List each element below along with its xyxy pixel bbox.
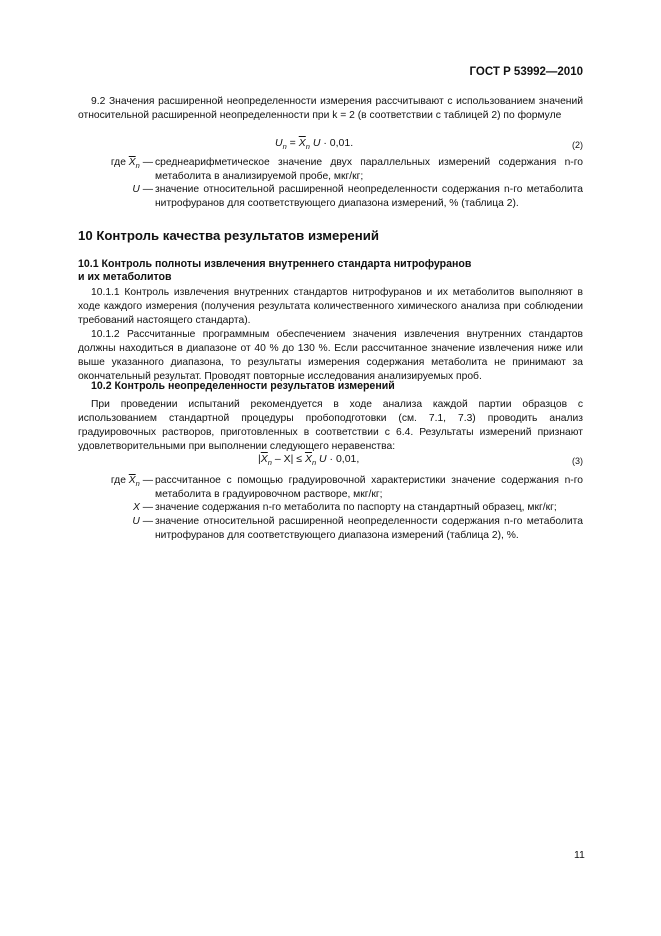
definition-text: значение относительной расширенной неопределенности содержания n-го метаболита нитрофуранов для соответствующего диапазона измерений, % (таблица 2). xyxy=(155,184,583,209)
document-id: ГОСТ Р 53992—2010 xyxy=(469,66,583,78)
definition-text: значение относительной расширенной неопределенности содержания n-го метаболита нитрофуранов для соответствующего диапазона измерений (таблица 2), %. xyxy=(155,516,583,541)
formula-mean-var: $\overline{X}$ xyxy=(298,137,306,149)
definition-symbol: где $\overline{X}_n$ — xyxy=(110,475,153,488)
definition-symbol: U — xyxy=(132,516,153,527)
equation-number-2: (2) xyxy=(572,140,583,150)
paragraph-10-2: При проведении испытаний рекомендуется в ходе анализа каждой партии образцов с использованием стандартной процедуры пробоподготовки (см. 7.1, 7.3) проводить анализ градуировочных растворов, приготовленных в соответствии с 6.4. Результаты измерений признают удовлетворительными при выполнении следующего неравенства: xyxy=(78,399,583,452)
formula-tail: · 0,01. xyxy=(320,137,354,149)
definition-text: значение содержания n-го метаболита по паспорту на стандартный образец, мкг/кг; xyxy=(155,502,557,513)
definition-symbol: X — xyxy=(132,502,153,513)
section-title-10-2: 10.2 Контроль неопределенности результатов измерений xyxy=(91,380,395,392)
formula-equals: = xyxy=(286,137,299,149)
paragraph-9-2: 9.2 Значения расширенной неопределенности измерения рассчитывают с использованием значений относительной расширенной неопределенности при k = 2 (в соответствии с таблицей 2) по формуле xyxy=(78,96,583,121)
paragraph-10-1-2: 10.1.2 Рассчитанные программным обеспечением значения извлечения внутренних стандартов должны находиться в диапазоне от 40 % до 130 %. Если рассчитанное значение извлечения ниже или выше указанного диапазона, то результаты измерения содержания метаболита не принимают за окончательный результат. Проводят повторные исследования анализируемых проб. xyxy=(78,329,583,382)
formula-subscript: n xyxy=(282,142,287,151)
formula-3: $|\overline{X}_n - X| \le \overline{X}_n$ U · 0,01, xyxy=(258,453,360,467)
definition-symbol: U — xyxy=(132,184,153,195)
equation-number-3: (3) xyxy=(572,456,583,466)
page-number: 11 xyxy=(574,849,585,861)
formula-var: U xyxy=(309,137,321,149)
section-title-10: 10 Контроль качества результатов измерений xyxy=(78,228,379,243)
formula-subscript: n xyxy=(305,142,310,151)
formula-2 xyxy=(275,137,353,151)
paragraph-10-1-1: 10.1.1 Контроль извлечения внутренних стандартов нитрофуранов и их метаболитов выполняют в ходе каждого измерения (получения результата количественного химического анализа при соблюдении требований настоящего стандарта). xyxy=(78,287,583,326)
definition-symbol: где $\overline{X}_n$ — xyxy=(110,157,153,170)
section-title-10-1: 10.1 Контроль полноты извлечения внутреннего стандарта нитрофуранов и их метаболитов xyxy=(78,258,472,283)
definition-text: среднеарифметическое значение двух параллельных измерений содержания n-го метаболита в анализируемой пробе, мкг/кг; xyxy=(155,157,583,182)
definition-text: рассчитанное с помощью градуировочной характеристики значение содержания n-го метаболита в градуировочном растворе, мкг/кг; xyxy=(155,475,583,500)
formula-var: U xyxy=(275,137,283,149)
